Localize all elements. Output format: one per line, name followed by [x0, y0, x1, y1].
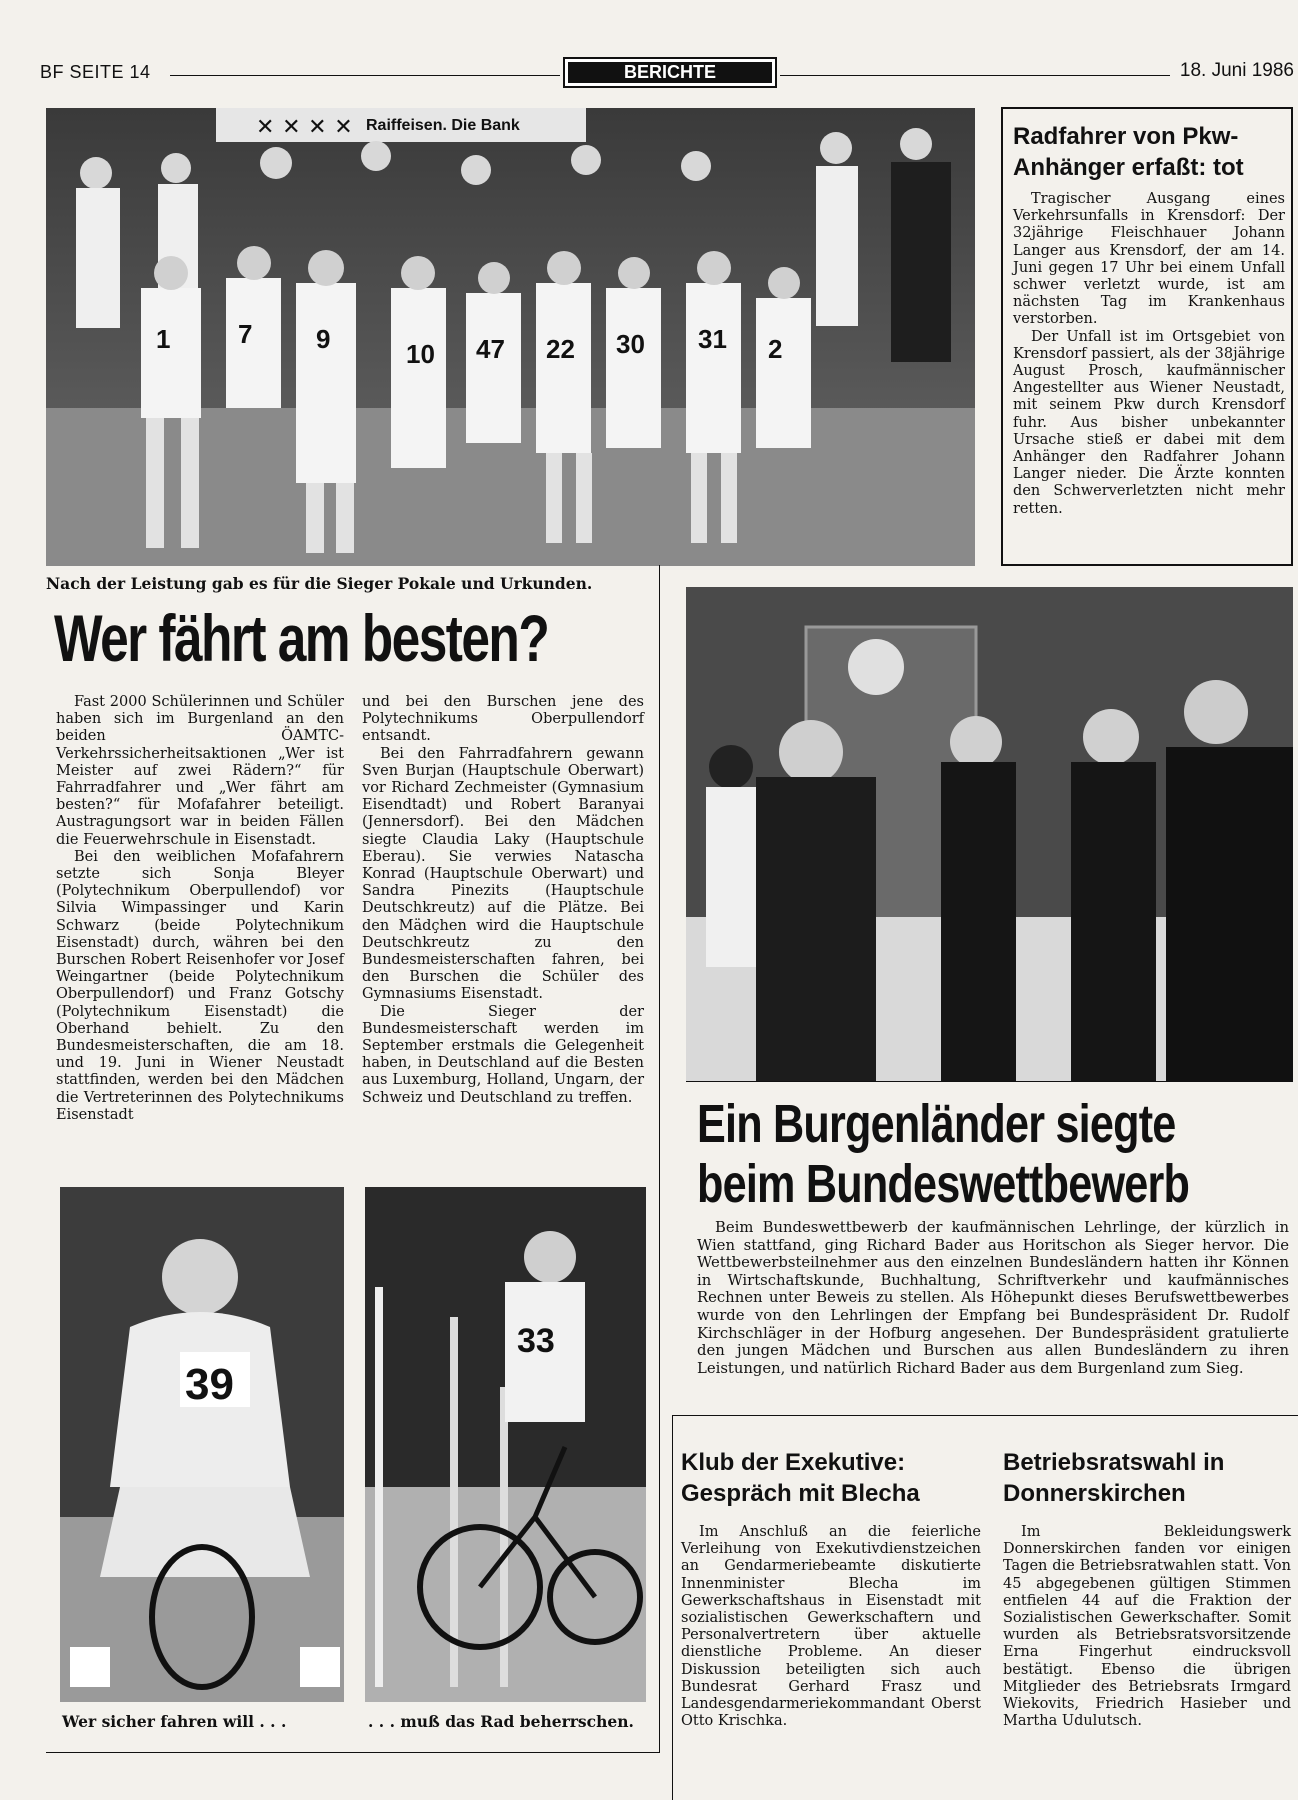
- svg-text:9: 9: [316, 324, 331, 354]
- caption-right: . . . muß das Rad beherrschen.: [368, 1712, 634, 1731]
- side-story-headline: Radfahrer von Pkw-Anhänger erfaßt: tot: [1013, 123, 1244, 181]
- bib-number-left: 39: [185, 1360, 234, 1409]
- group-photo-image: [46, 108, 975, 566]
- lower-right-top-rule: [672, 1415, 1298, 1416]
- bicycle-rider-image: [365, 1187, 646, 1702]
- main-paragraph: Bei den Fahrradfahrern gewann Sven Burjan (Hauptschule Oberwart) vor Richard Zechmeister (Gymnasium Eisendtadt) und Robert Baranyai (Jennersdorf). Bei den Mädchen siegte Claudia Laky (Hauptschule Eberau). Sie verwies Natascha Konrad (Hauptschule Oberwart) und Sandra Pinezits (Hauptschule Deutschkreutz) auf die Plätze. Bei den Mädçhen wird die Hauptschule Deutschkreutz zu den Bundesmeisterschaften fahren, bei den Burschen die Schüler des Gymnasiums Eisenstadt.: [362, 745, 644, 1003]
- header-rule-left: [170, 75, 560, 76]
- side-story-paragraph: Tragischer Ausgang eines Verkehrsunfalls in Krensdorf: Der 32jährige Fleischhauer Johann Langer aus Krensdorf, der am 14. Juni gegen 17 Uhr bei einem Unfall schwer verletzt wurde, ist am nächsten Tag im Krankenhaus verstorben.: [1013, 191, 1285, 328]
- svg-text:31: 31: [698, 324, 727, 354]
- main-column-1: [56, 694, 344, 1124]
- side-story-body: [1013, 191, 1285, 518]
- lower-right-rule: [672, 1415, 673, 1800]
- main-paragraph: und bei den Burschen jene des Polytechnikums Oberpullendorf entsandt.: [362, 694, 644, 745]
- column-rule: [659, 565, 660, 1752]
- svg-text:2: 2: [768, 334, 783, 364]
- bundes-body: [697, 1219, 1289, 1377]
- moped-rider-photo: [60, 1187, 344, 1702]
- svg-text:47: 47: [476, 334, 505, 364]
- caption-left: Wer sicher fahren will . . .: [62, 1712, 287, 1731]
- klub-paragraph: Im Anschluß an die feierliche Verleihung von Exekutivdienstzeichen an Gendarmeriebeamte diskutierte Innenminister Blecha im Gewerkschaftshaus in Eisenstadt mit sozialistischen Gewerkschaftern und Personalvertretern über aktuelle dienstliche Probleme. An dieser Diskussion beteiligten sich auch Bundesrat Gerhard Frasz und Landesgendarmeriekommandant Oberst Otto Krischka.: [681, 1524, 981, 1730]
- svg-text:30: 30: [616, 329, 645, 359]
- betrieb-headline: Betriebsratswahl in Donnerskirchen: [1003, 1449, 1225, 1507]
- side-story-box: [1001, 107, 1293, 566]
- section-box: [563, 57, 777, 88]
- main-paragraph: Fast 2000 Schülerinnen und Schüler haben sich im Burgenland an den beiden ÖAMTC-Verkehrssicherheitsaktionen „Wer ist Meister auf zwei Rädern?“ für Fahrradfahrer und „Wer fährt am besten?“ für Mofafahrer beteiligt. Austragungsort war in beiden Fällen die Feuerwehrschule in Eisenstadt.: [56, 694, 344, 848]
- bundes-headline-1: Ein Burgenländer siegte: [697, 1094, 1176, 1154]
- bundes-paragraph: Beim Bundeswettbewerb der kaufmännischen Lehrlinge, der kürzlich in Wien stattfand, ging Richard Bader aus Horitschon als Sieger hervor. Die Wettbewerbsteilnehmer aus den einzelnen Bundesländern hatten ihr Können in Wirtschaftskunde, Buchhaltung, Schriftverkehr und kaufmännisches Rechnen unter Beweis zu stellen. Als Höhepunkt dieses Berufswettbewerbes wurde von den Lehrlingen der Empfang bei Bundespräsident Dr. Rudolf Kirchschläger in der Hofburg angesehen. Der Bundespräsident gratulierte den jungen Mädchen und Burschen aus allen Bundesländern zu ihren Leistungen, und natürlich Richard Bader aus dem Burgenland zum Sieg.: [697, 1219, 1289, 1377]
- main-column-2: [362, 694, 644, 1107]
- section-label: BERICHTE: [568, 62, 772, 83]
- klub-headline: Klub der Exekutive: Gespräch mit Blecha: [681, 1449, 920, 1507]
- page-label: BF SEITE 14: [40, 62, 151, 82]
- svg-text:10: 10: [406, 339, 435, 369]
- svg-text:22: 22: [546, 334, 575, 364]
- betrieb-body: [1003, 1524, 1291, 1730]
- betrieb-paragraph: Im Bekleidungswerk Donnerskirchen fanden vor einigen Tagen die Betriebsratwahlen statt. Von 45 abgegebenen gültigen Stimmen entfielen 44 auf die Fraktion der Sozialistischen Gewerkschafter. Somit wurden als Betriebsratsvorsitzende Erna Fingerhut eindrucksvoll bestätigt. Ebenso die übrigen Mitglieder des Betriebsrats Irmgard Wiekovits, Friedrich Hasieber und Martha Udulutsch.: [1003, 1524, 1291, 1730]
- bottom-rule: [46, 1752, 660, 1753]
- side-story-paragraph: Der Unfall ist im Ortsgebiet von Krensdorf passiert, als der 38jährige August Prosch, kaufmännischer Angestellter aus Wiener Neustadt, mit seinem Pkw durch Krensdorf fuhr. Aus bisher unbekannter Ursache stieß er dabei mit dem Anhänger den Radfahrer Johann Langer nieder. Die Ärzte konnten den Schwerverletzten nicht mehr retten.: [1013, 328, 1285, 517]
- reception-image: [686, 587, 1293, 1081]
- main-paragraph: Die Sieger der Bundesmeisterschaft werden im September erstmals die Gelegenheit haben, in Deutschland auf die Besten aus Luxemburg, Holland, Ungarn, der Schweiz und Deutschland zu treffen.: [362, 1003, 644, 1106]
- moped-rider-image: [60, 1187, 344, 1702]
- main-headline: Wer fährt am besten?: [54, 601, 549, 675]
- page-date: 18. Juni 1986: [1179, 60, 1294, 81]
- header-rule-right: [780, 75, 1170, 76]
- svg-text:7: 7: [238, 319, 253, 349]
- banner-sign: Raiffeisen. Die Bank: [366, 117, 520, 134]
- bundes-headline-2: beim Bundeswettbewerb: [697, 1154, 1190, 1214]
- main-paragraph: Bei den weiblichen Mofafahrern setzte sich Sonja Bleyer (Polytechnikum Oberpullendof) vor Silvia Wimpassinger und Karin Schwarz (beide Polytechnikum Eisenstadt) durch, währen bei den Burschen Robert Reisenhofer vor Josef Weingartner (beide Polytechnikum Oberpullendorf) und Franz Gotschy (Polytechnikum Eisenstadt) die Oberhand behielt. Zu den Bundesmeisterschaften, die am 18. und 19. Juni in Wiener Neustadt stattfinden, werden bei den Mädchen die Vertreterinnen des Polytechnikums Eisenstadt: [56, 848, 344, 1123]
- svg-text:✕ ✕ ✕ ✕: ✕ ✕ ✕ ✕: [256, 115, 353, 140]
- group-photo: [46, 108, 975, 566]
- bundes-top-rule: [686, 1081, 1293, 1082]
- bib-number-right: 33: [517, 1322, 555, 1360]
- klub-body: [681, 1524, 981, 1730]
- group-photo-caption: Nach der Leistung gab es für die Sieger Pokale und Urkunden.: [46, 574, 593, 593]
- reception-photo: [686, 587, 1293, 1081]
- bicycle-rider-photo: [365, 1187, 646, 1702]
- svg-text:1: 1: [156, 324, 171, 354]
